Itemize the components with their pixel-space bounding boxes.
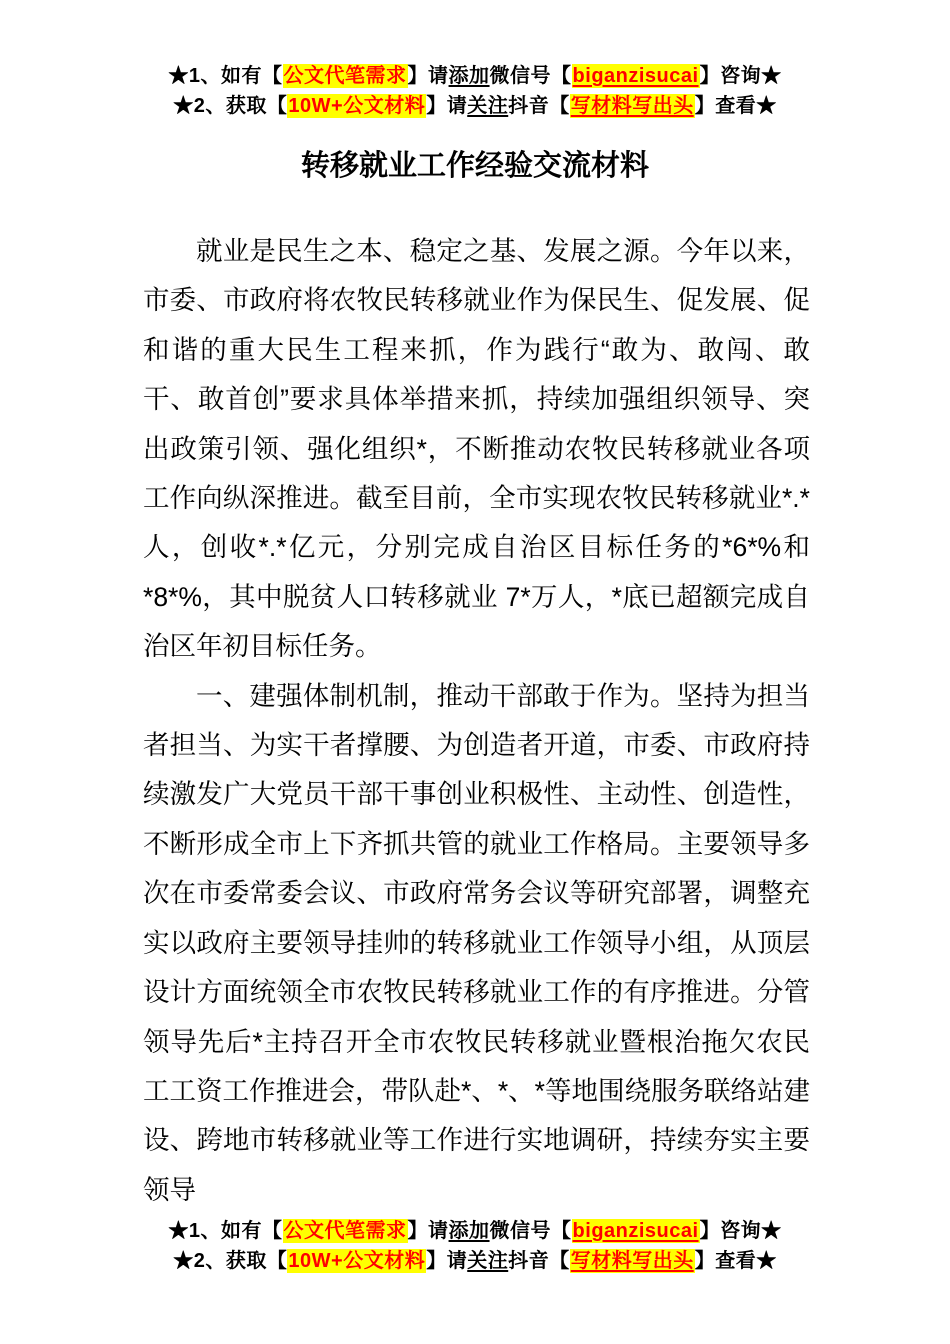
document-title: 转移就业工作经验交流材料 xyxy=(300,150,649,182)
promo-line-2 xyxy=(0,91,950,121)
promo-underline-text: 添加 xyxy=(448,65,490,87)
promo-wechat-id: biganzisucai xyxy=(572,1220,699,1242)
promo-line-2 xyxy=(0,1246,950,1276)
promo-text: 抖音【 xyxy=(508,95,570,117)
promo-highlight: 公文代笔需求 xyxy=(283,1220,407,1242)
promo-text: 抖音【 xyxy=(508,1250,570,1272)
promo-text: ★1、如有【 xyxy=(168,65,283,87)
promo-text: 微信号【 xyxy=(489,65,572,87)
header-promo xyxy=(0,61,950,121)
promo-line-1 xyxy=(0,1216,950,1246)
promo-text: ★2、获取【 xyxy=(173,95,288,117)
promo-text: 】请 xyxy=(407,1220,449,1242)
promo-douyin-id: 写材料写出头 xyxy=(570,1250,694,1272)
paragraph-1: 就业是民生之本、稳定之基、发展之源。今年以来，市委、市政府将农牧民转移就业作为保民生、促发展、促和谐的重大民生工程来抓，作为践行“敢为、敢闯、敢干、敢首创”要求具体举措来抓，持续加强组织领导、突出政策引领、强化组织*，不断推动农牧民转移就业各项工作向纵深推进。截至目前，全市实现农牧民转移就业*.*人，创收*.*亿元，分别完成自治区目标任务的*6*%和*8*%，其中脱贫人口转移就业 7*万人，*底已超额完成自治区年初目标任务。 xyxy=(143,236,810,662)
promo-wechat-id: biganzisucai xyxy=(572,65,699,87)
footer-promo xyxy=(0,1216,950,1276)
promo-text: 】请 xyxy=(407,65,449,87)
promo-text: 】查看★ xyxy=(694,1250,777,1272)
promo-douyin-id: 写材料写出头 xyxy=(570,95,694,117)
promo-text: 】请 xyxy=(426,95,468,117)
promo-text: 】查看★ xyxy=(694,95,777,117)
promo-highlight: 公文代笔需求 xyxy=(283,65,407,87)
promo-text: 】咨询★ xyxy=(699,1220,782,1242)
paragraph-2: 一、建强体制机制，推动干部敢于作为。坚持为担当者担当、为实干者撑腰、为创造者开道，市委、市政府持续激发广大党员干部干事创业积极性、主动性、创造性，不断形成全市上下齐抓共管的就业工作格局。主要领导多次在市委常委会议、市政府常务会议等研究部署，调整充实以政府主要领导挂帅的转移就业工作领导小组，从顶层设计方面统领全市农牧民转移就业工作的有序推进。分管领导先后*主持召开全市农牧民转移就业暨根治拖欠农民工工资工作推进会，带队赴*、*、*等地围绕服务联络站建设、跨地市转移就业等工作进行实地调研，持续夯实主要领导 xyxy=(143,680,810,1205)
promo-line-1 xyxy=(0,61,950,91)
promo-underline-text: 关注 xyxy=(467,1250,509,1272)
promo-highlight: 10W+公文材料 xyxy=(288,95,426,117)
promo-underline-text: 添加 xyxy=(448,1220,490,1242)
promo-text: ★1、如有【 xyxy=(168,1220,283,1242)
document-body xyxy=(143,227,810,1215)
promo-underline-text: 关注 xyxy=(467,95,509,117)
promo-text: 】请 xyxy=(426,1250,468,1272)
promo-text: ★2、获取【 xyxy=(173,1250,288,1272)
promo-text: 】咨询★ xyxy=(699,65,782,87)
promo-highlight: 10W+公文材料 xyxy=(288,1250,426,1272)
promo-text: 微信号【 xyxy=(489,1220,572,1242)
